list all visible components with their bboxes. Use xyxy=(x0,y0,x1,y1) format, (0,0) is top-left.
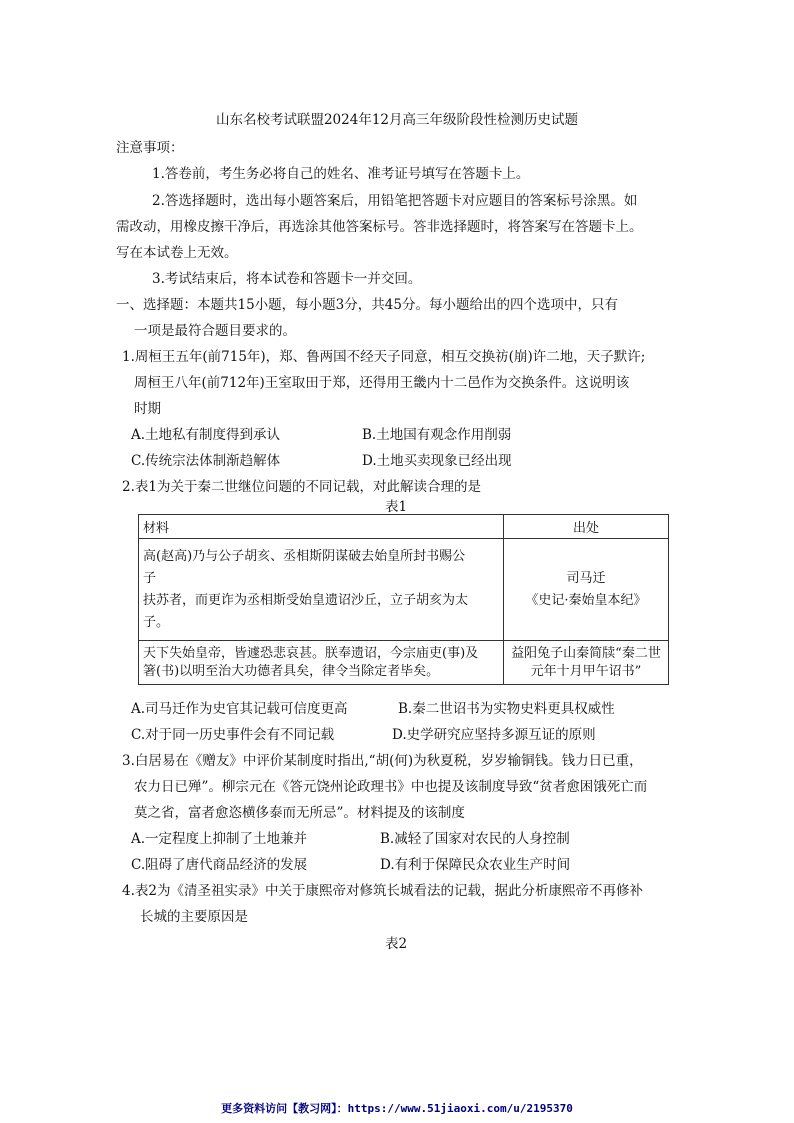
source-line: 益阳兔子山秦简牍“秦二世 xyxy=(511,645,661,661)
q1-stem: 周桓王八年(前712年)王室取田于郑，还得用王畿内十二邑作为交换条件。这说明该 xyxy=(134,375,630,391)
q3-stem: 莫之省，富者愈恣横侈泰而无所忌”。材料提及的该制度 xyxy=(134,805,465,821)
q3-option-b: B.减轻了国家对农民的人身控制 xyxy=(380,831,570,847)
q3-option-a: A.一定程度上抑制了土地兼并 xyxy=(131,831,308,847)
q1-stem: 1.周桓王五年(前715年)，郑、鲁两国不经天子同意，相互交换祊(崩)许二地，天子默许; xyxy=(122,349,646,365)
q3-option-d: D.有利于保障民众农业生产时间 xyxy=(380,857,571,873)
material-line: 子 xyxy=(143,570,157,586)
section-heading: 一、选择题：本题共15小题，每小题3分，共45分。每小题给出的四个选项中，只有 xyxy=(116,297,618,313)
table-header-row xyxy=(139,515,669,539)
table-row xyxy=(139,539,669,641)
source-line: 司马迁 xyxy=(566,570,606,586)
notice-line: 写在本试卷上无效。 xyxy=(116,245,238,261)
material-line: 扶苏者，而更诈为丞相斯受始皇遗诏沙丘，立子胡亥为太 xyxy=(143,592,469,608)
q3-stem: 3.白居易在《赠友》中评价某制度时指出,“胡(何)为秋夏税，岁岁输铜钱。钱力日已重， xyxy=(122,753,643,769)
q1-stem: 时期 xyxy=(134,401,161,417)
material-line: 子。 xyxy=(143,614,170,630)
q1-option-b: B.土地国有观念作用削弱 xyxy=(362,427,512,443)
notice-line: 1.答卷前，考生务必将自己的姓名、准考证号填写在答题卡上。 xyxy=(152,166,530,182)
q2-option-a: A.司马迁作为史官其记载可信度更高 xyxy=(131,701,348,717)
q4-stem: 长城的主要原因是 xyxy=(140,909,248,925)
table-cell-source xyxy=(504,539,669,641)
q1-option-a: A.土地私有制度得到承认 xyxy=(131,427,281,443)
q4-stem: 4.表2为《清圣祖实录》中关于康熙帝对修筑长城看法的记载，据此分析康熙帝不再修补 xyxy=(122,883,643,899)
source-line: 元年十月甲午诏书” xyxy=(530,663,642,679)
notice-line: 需改动，用橡皮擦干净后，再选涂其他答案标号。答非选择题时，将答案写在答题卡上。 xyxy=(116,219,643,235)
notice-line: 2.答选择题时，选出每小题答案后，用铅笔把答题卡对应题目的答案标号涂黑。如 xyxy=(152,193,638,209)
q2-option-c: C.对于同一历史事件会有不同记载 xyxy=(131,727,335,743)
material-line: 箸(书)以明至治大功德者具矣，律令当除定者毕矣。 xyxy=(143,663,440,679)
notice-line: 3.考试结束后，将本试卷和答题卡一并交回。 xyxy=(152,271,422,287)
q2-stem: 2.表1为关于秦二世继位问题的不同记载，对此解读合理的是 xyxy=(122,479,481,495)
table-row xyxy=(139,641,669,685)
q3-stem: 农力日已殚”。柳宗元在《答元饶州论政理书》中也提及该制度导致“贫者愈困饿死亡而 xyxy=(134,779,648,795)
q1-option-c: C.传统宗法体制渐趋解体 xyxy=(131,453,281,469)
table-cell-material xyxy=(139,641,504,685)
q3-option-c: C.阻碍了唐代商品经济的发展 xyxy=(131,857,308,873)
footer-link[interactable]: 更多资料访问【教习网】：https://www.51jiaoxi.com/u/2195370 xyxy=(221,1102,573,1115)
q1-option-d: D.土地买卖现象已经出现 xyxy=(362,453,512,469)
notice-heading: 注意事项： xyxy=(116,140,184,156)
material-line: 高(赵高)乃与公子胡亥、丞相斯阴谋破去始皇所封书赐公 xyxy=(143,548,466,564)
table-cell-material xyxy=(139,539,504,641)
table1-caption: 表1 xyxy=(385,499,408,515)
q2-option-d: D.史学研究应坚持多源互证的原则 xyxy=(392,727,596,743)
table2-caption: 表2 xyxy=(385,936,408,952)
material-line: 天下失始皇帝，皆遽恐悲哀甚。朕奉遗诏，今宗庙吏(事)及 xyxy=(143,645,479,661)
q2-option-b: B.秦二世诏书为实物史料更具权威性 xyxy=(398,701,615,717)
table-header-source: 出处 xyxy=(504,515,669,539)
section-heading-cont: 一项是最符合题目要求的。 xyxy=(134,323,296,339)
table-cell-source xyxy=(504,641,669,685)
table1 xyxy=(138,514,669,685)
exam-title: 山东名校考试联盟2024年12月高三年级阶段性检测历史试题 xyxy=(215,112,579,128)
table-header-material: 材料 xyxy=(139,515,504,539)
source-line: 《史记·秦始皇本纪》 xyxy=(525,592,647,608)
